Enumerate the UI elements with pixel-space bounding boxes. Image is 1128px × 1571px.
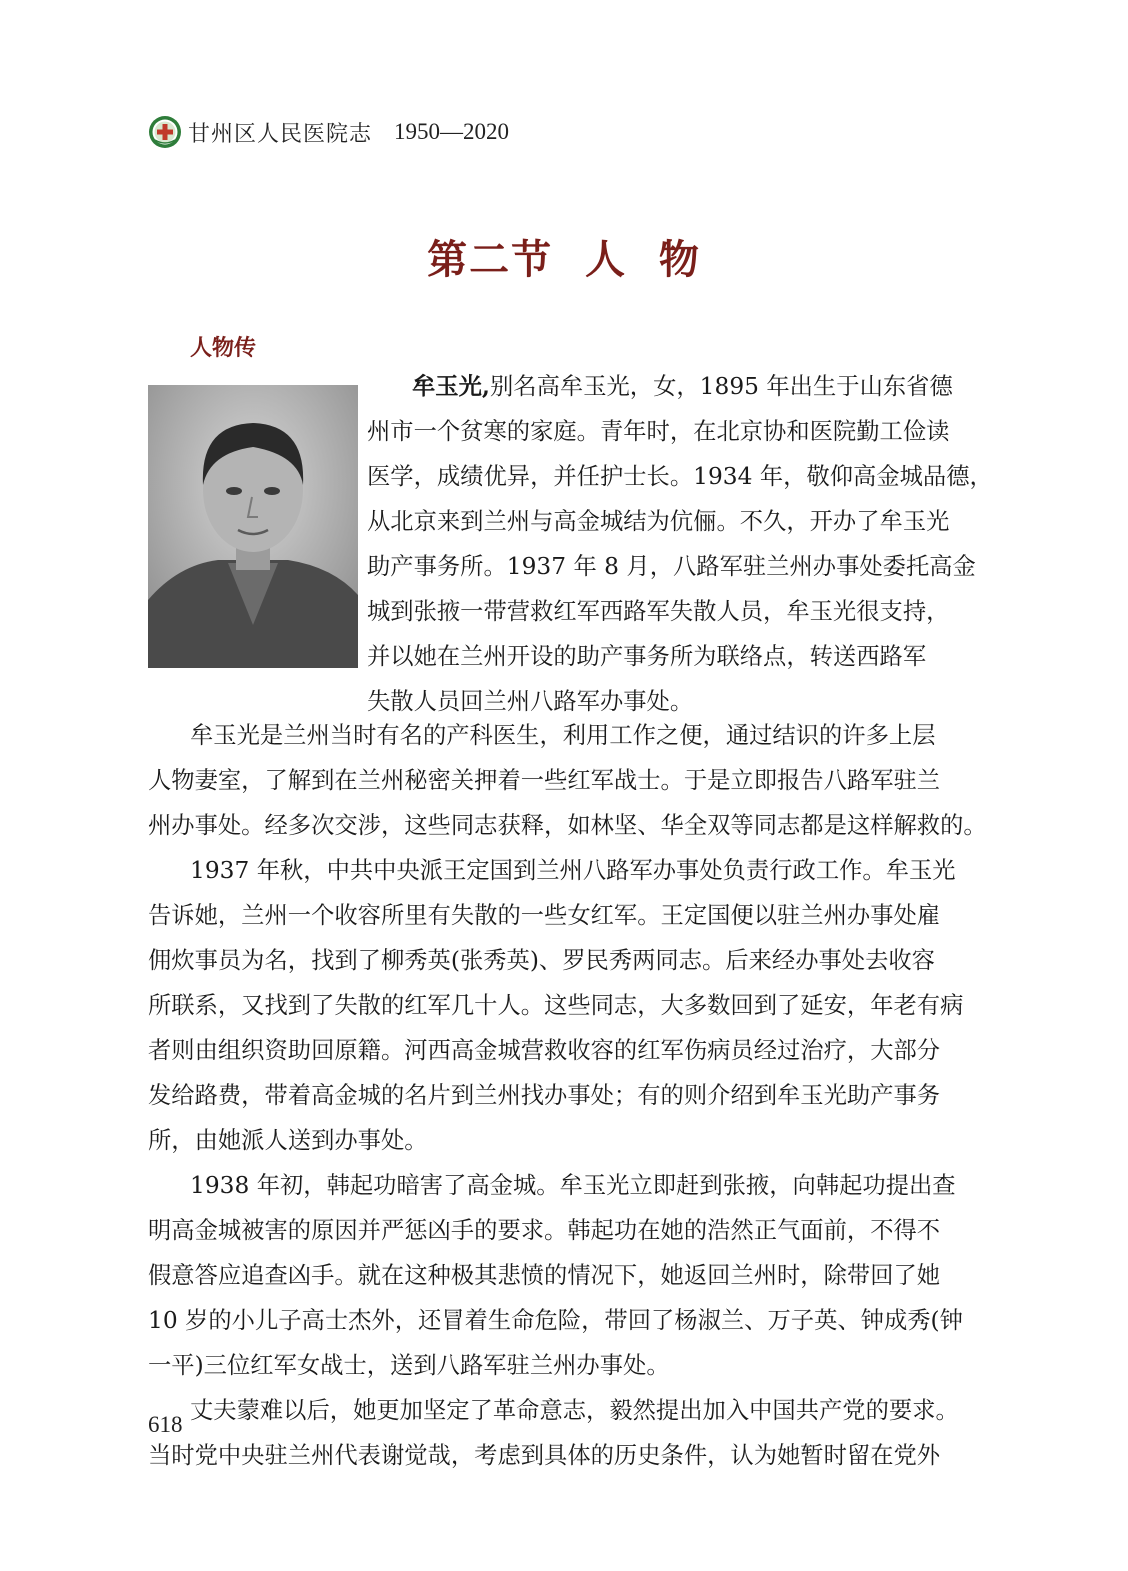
- bio-line: 城到张掖一带营救红军西路军失散人员，牟玉光很支持，: [367, 598, 950, 625]
- body-line: 牟玉光是兰州当时有名的产科医生，利用工作之便，通过结识的许多上层: [190, 722, 936, 749]
- bio-line: 州市一个贫寒的家庭。青年时，在北京协和医院勤工俭读: [367, 418, 950, 445]
- body-line: 1937 年秋，中共中央派王定国到兰州八路军办事处负责行政工作。牟玉光: [190, 857, 956, 884]
- bio-line: [412, 366, 953, 408]
- bio-line-text: 别名高牟玉光，女，1895 年出生于山东省德: [490, 373, 953, 400]
- hospital-logo-icon: [148, 115, 182, 149]
- body-line: 所，由她派人送到办事处。: [148, 1127, 428, 1154]
- bio-line: 医学，成绩优异，并任护士长。1934 年，敬仰高金城品德，: [367, 463, 993, 490]
- body-line: 10 岁的小儿子高士杰外，还冒着生命危险，带回了杨淑兰、万子英、钟成秀(钟: [148, 1307, 963, 1334]
- body-line: 一平)三位红军女战士，送到八路军驻兰州办事处。: [148, 1352, 670, 1379]
- body-line: 佣炊事员为名，找到了柳秀英(张秀英)、罗民秀两同志。后来经办事处去收容: [148, 947, 935, 974]
- bio-name: 牟玉光,: [412, 373, 491, 400]
- body-line: 1938 年初，韩起功暗害了高金城。牟玉光立即赶到张掖，向韩起功提出查: [190, 1172, 956, 1199]
- section-title: 第二节 人 物: [427, 236, 701, 283]
- body-line: 州办事处。经多次交涉，这些同志获释，如林坚、华全双等同志都是这样解救的。: [148, 812, 987, 839]
- body-line: 当时党中央驻兰州代表谢觉哉，考虑到具体的历史条件，认为她暂时留在党外: [148, 1442, 941, 1469]
- page-number: 618: [148, 1412, 183, 1437]
- subheading: 人物传: [190, 336, 257, 361]
- bio-line: 并以她在兰州开设的助产事务所为联络点，转送西路军: [367, 643, 927, 670]
- body-line: 发给路费，带着高金城的名片到兰州找办事处；有的则介绍到牟玉光助产事务: [148, 1082, 941, 1109]
- body-line: 丈夫蒙难以后，她更加坚定了革命意志，毅然提出加入中国共产党的要求。: [190, 1397, 959, 1424]
- body-line: 所联系，又找到了失散的红军几十人。这些同志，大多数回到了延安，年老有病: [148, 992, 964, 1019]
- bio-line: 助产事务所。1937 年 8 月，八路军驻兰州办事处委托高金: [367, 553, 976, 580]
- bio-line: 失散人员回兰州八路军办事处。: [367, 688, 694, 715]
- body-line: 明高金城被害的原因并严惩凶手的要求。韩起功在她的浩然正气面前，不得不: [148, 1217, 941, 1244]
- book-title: 甘州区人民医院志: [188, 121, 373, 147]
- bio-line: 从北京来到兰州与高金城结为伉俪。不久，开办了牟玉光: [367, 508, 950, 535]
- body-line: 告诉她，兰州一个收容所里有失散的一些女红军。王定国便以驻兰州办事处雇: [148, 902, 941, 929]
- body-line: 人物妻室，了解到在兰州秘密关押着一些红军战士。于是立即报告八路军驻兰: [148, 767, 941, 794]
- body-line: 假意答应追查凶手。就在这种极其悲愤的情况下，她返回兰州时，除带回了她: [148, 1262, 941, 1289]
- body-line: 者则由组织资助回原籍。河西高金城营救收容的红军伤病员经过治疗，大部分: [148, 1037, 941, 1064]
- book-years: 1950—2020: [394, 119, 510, 144]
- portrait-photo: [148, 385, 358, 668]
- running-header: [148, 112, 509, 152]
